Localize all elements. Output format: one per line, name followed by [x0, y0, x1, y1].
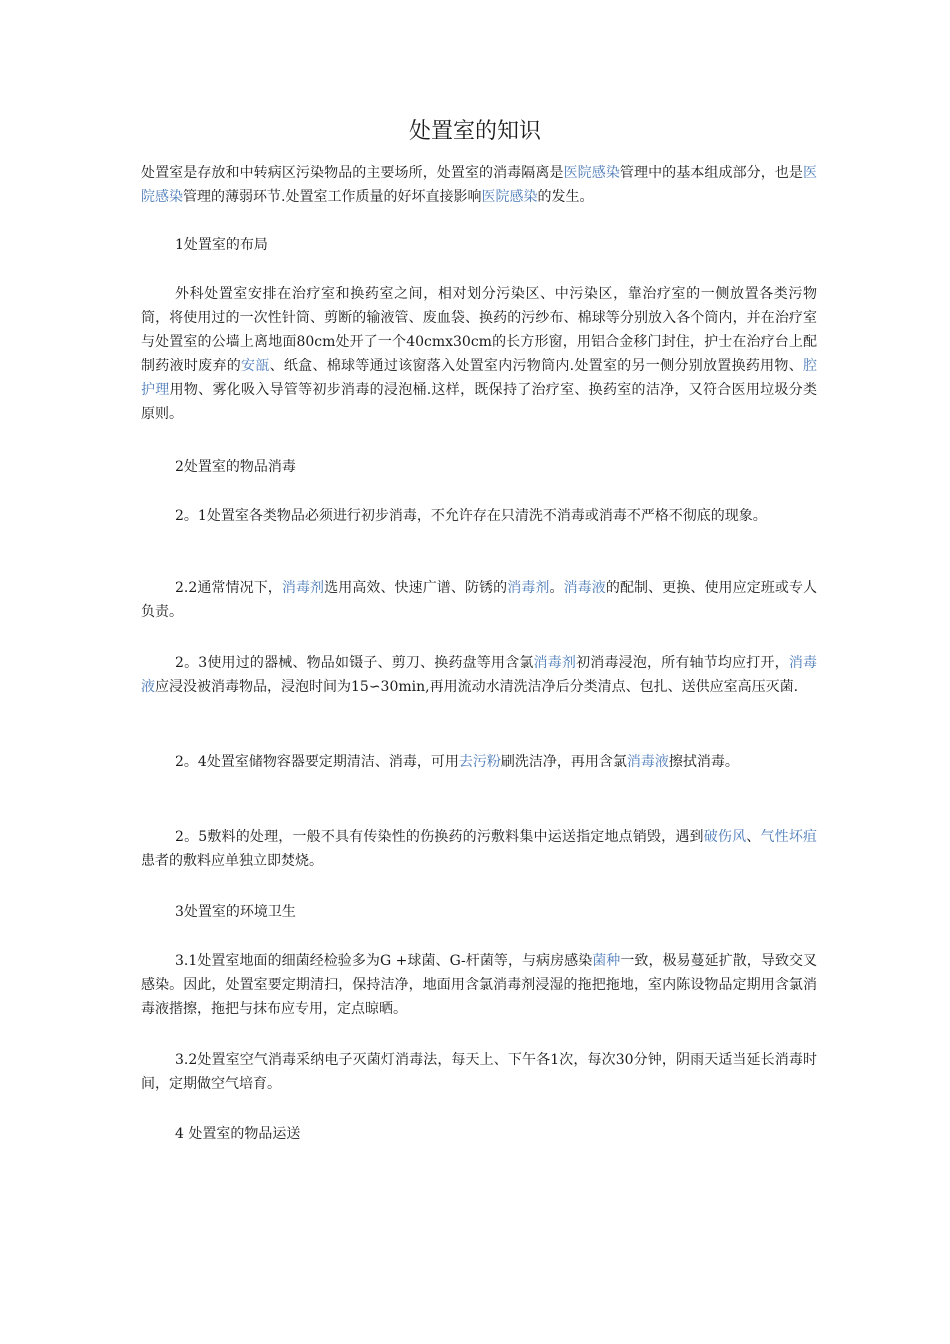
hyperlink[interactable]: 消毒液 [141, 655, 818, 695]
hyperlink[interactable]: 安瓿 [241, 358, 270, 374]
section-2-5-paragraph [141, 825, 817, 873]
section-heading-4: 4 处置室的物品运送 [175, 1126, 301, 1142]
section-heading-3: 3处置室的环境卫生 [175, 904, 296, 920]
section-heading-2: 2处置室的物品消毒 [175, 459, 296, 475]
paragraph-text: 处置室是存放和中转病区污染物品的主要场所，处置室的消毒隔离是 [141, 165, 564, 181]
hyperlink[interactable]: 消毒液 [563, 580, 606, 596]
paragraph-text: 用物、雾化吸入导管等初步消毒的浸泡桶.这样，既保持了治疗室、换药室的洁净，又符合医用垃圾分类原则。 [141, 382, 817, 422]
hyperlink[interactable]: 消毒液 [626, 754, 669, 770]
paragraph-text: 3.2处置室空气消毒采纳电子灭菌灯消毒法，每天上、下午各1次，每次30分钟，阴雨天适当延长消毒时间，定期做空气培育。 [141, 1052, 817, 1092]
page-title: 处置室的知识 [408, 119, 541, 144]
hyperlink[interactable]: 医院感染 [141, 165, 818, 205]
paragraph-text: 、 [746, 829, 761, 845]
paragraph-text: 一致，极易蔓延扩散，导致交叉感染。因此，处置室要定期清扫，保持洁净，地面用含氯消毒剂浸湿的拖把拖地，室内陈设物品定期用含氯消毒液揩擦，拖把与抹布应专用，定点晾晒。 [141, 953, 818, 1017]
section-2-1-paragraph [141, 504, 817, 528]
hyperlink[interactable]: 破伤风 [703, 829, 747, 845]
section-2-3-paragraph [141, 651, 817, 699]
paragraph-text: 管理的薄弱环节.处置室工作质量的好坏直接影响 [183, 189, 482, 205]
hyperlink[interactable]: 菌种 [592, 953, 621, 969]
hyperlink[interactable]: 消毒剂 [281, 580, 325, 596]
paragraph-text: 的配制、更换、使用应定班或专人负责。 [141, 580, 818, 620]
hyperlink[interactable]: 去污粉 [458, 754, 501, 770]
hyperlink[interactable]: 消毒剂 [507, 580, 550, 596]
paragraph-text: 、纸盒、棉球等通过该窗落入处置室内污物筒内.处置室的另一侧分别放置换药用物、 [269, 358, 804, 374]
paragraph-text: 管理中的基本组成部分，也是 [619, 165, 804, 181]
hyperlink[interactable]: 腔护理 [141, 358, 818, 398]
section-3-1-paragraph [141, 949, 817, 1021]
paragraph-text: 外科处置室安排在治疗室和换药室之间，相对划分污染区、中污染区，靠治疗室的一侧放置各类污物筒，将使用过的一次性针筒、剪断的输液管、废血袋、换药的污纱布、棉球等分别放入各个筒内，并在治疗室与处置室的公墙上离地面80cm处开了一个40cmx30cm的长方形窗，用铝合金移门封住，护士在治疗台上配制药液时废弃的 [141, 286, 817, 374]
paragraph-text: 2。3使用过的器械、物品如镊子、剪刀、换药盘等用含氯 [175, 655, 534, 671]
paragraph-text: 初消毒浸泡，所有轴节均应打开， [576, 655, 789, 671]
paragraph-text: 2。4处置室储物容器要定期清洁、消毒，可用 [175, 754, 459, 770]
intro-paragraph [141, 161, 817, 209]
hyperlink[interactable]: 医院感染 [563, 165, 620, 181]
section-3-2-paragraph [141, 1048, 817, 1096]
section-1-paragraph [141, 282, 817, 426]
paragraph-text: 患者的敷料应单独立即焚烧。 [141, 853, 323, 869]
paragraph-text: 的发生。 [537, 189, 594, 205]
paragraph-text: 2。1处置室各类物品必须进行初步消毒，不允许存在只清洗不消毒或消毒不严格不彻底的现象。 [175, 508, 767, 524]
hyperlink[interactable]: 消毒剂 [533, 655, 577, 671]
paragraph-text: 应浸没被消毒物品，浸泡时间为15∽30min,再用流动水清洗洁净后分类清点、包扎、送供应室高压灭菌. [155, 679, 799, 695]
section-2-4-paragraph [141, 750, 817, 774]
section-2-2-paragraph [141, 576, 817, 624]
paragraph-text: 2.2通常情况下， [175, 580, 282, 596]
hyperlink[interactable]: 医院感染 [481, 189, 538, 205]
section-heading-1: 1处置室的布局 [175, 237, 268, 253]
paragraph-text: 。 [549, 580, 564, 596]
paragraph-text: 刷洗洁净，再用含氯 [500, 754, 627, 770]
paragraph-text: 3.1处置室地面的细菌经检验多为G +球菌、G-杆菌等，与病房感染 [175, 953, 593, 969]
hyperlink[interactable]: 气性坏疽 [760, 829, 818, 845]
paragraph-text: 选用高效、快速广谱、防锈的 [324, 580, 508, 596]
paragraph-text: 2。5敷料的处理，一般不具有传染性的伤换药的污敷料集中运送指定地点销毁，遇到 [175, 829, 704, 845]
paragraph-text: 擦拭消毒。 [668, 754, 739, 770]
